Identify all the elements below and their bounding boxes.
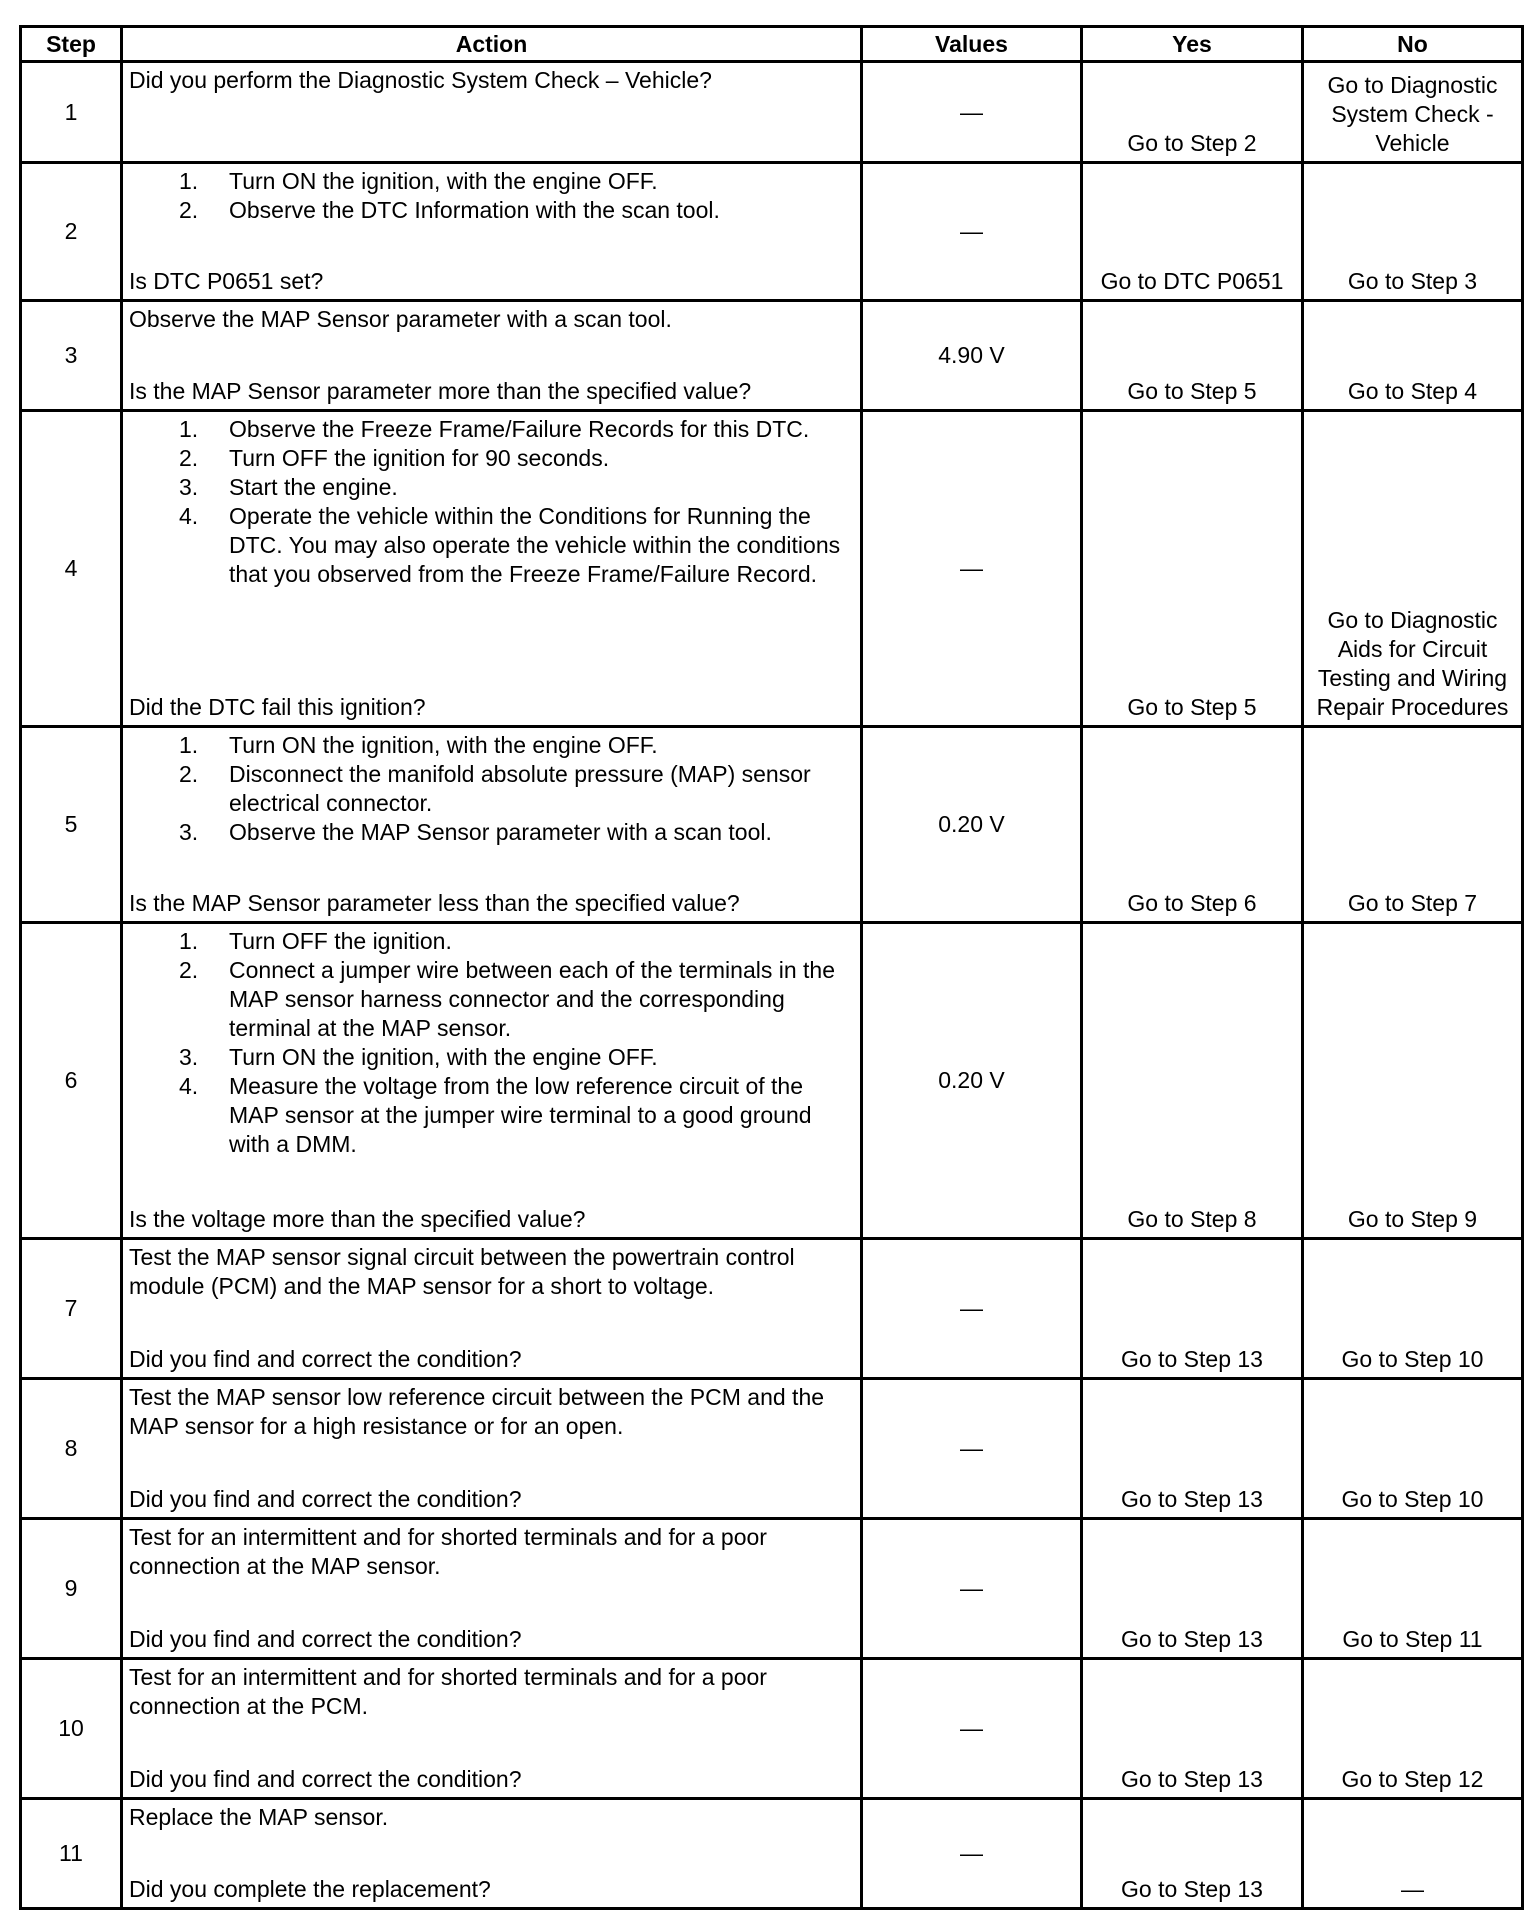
yes-cell: Go to Step 13 xyxy=(1082,1379,1303,1519)
instruction-number: 4. xyxy=(179,503,199,529)
instruction-number: 1. xyxy=(179,168,199,194)
action-cell xyxy=(122,1519,862,1659)
diagnostic-table xyxy=(19,25,1524,1910)
instruction-text: Measure the voltage from the low reference circuit of the MAP sensor at the jumper wire terminal to a good ground with a DMM. xyxy=(229,1073,812,1157)
instruction-number: 2. xyxy=(179,445,199,471)
instruction-text: Disconnect the manifold absolute pressure (MAP) sensor electrical connector. xyxy=(229,761,811,816)
action-question: Did you find and correct the condition? xyxy=(129,1486,522,1512)
action-text: Test for an intermittent and for shorted terminals and for a poor connection at the PCM. xyxy=(129,1664,767,1719)
value-cell: — xyxy=(862,163,1082,301)
action-text: Test the MAP sensor signal circuit between the powertrain control module (PCM) and the MAP sensor for a short to voltage. xyxy=(129,1244,795,1299)
yes-cell: Go to Step 2 xyxy=(1082,62,1303,163)
action-content xyxy=(129,1663,854,1794)
step-number: 11 xyxy=(21,1799,122,1909)
yes-cell: Go to Step 13 xyxy=(1082,1799,1303,1909)
header-row xyxy=(21,27,1523,62)
instruction-number: 2. xyxy=(179,197,199,223)
instruction-number: 2. xyxy=(179,957,199,983)
action-cell xyxy=(122,727,862,923)
instruction-item xyxy=(179,473,854,502)
value-cell: — xyxy=(862,1379,1082,1519)
table-row xyxy=(21,163,1523,301)
yes-cell: Go to Step 5 xyxy=(1082,411,1303,727)
action-question: Did you find and correct the condition? xyxy=(129,1766,522,1792)
action-instructions xyxy=(129,66,854,95)
no-cell: Go to Step 9 xyxy=(1303,923,1523,1239)
table-row xyxy=(21,923,1523,1239)
no-cell: Go to Diagnostic Aids for Circuit Testing and Wiring Repair Procedures xyxy=(1303,411,1523,727)
action-question: Is the MAP Sensor parameter less than the specified value? xyxy=(129,890,740,916)
action-cell xyxy=(122,1239,862,1379)
no-cell: Go to Diagnostic System Check - Vehicle xyxy=(1303,62,1523,163)
instruction-item xyxy=(179,196,854,225)
step-number: 2 xyxy=(21,163,122,301)
action-cell xyxy=(122,163,862,301)
value-cell: — xyxy=(862,1519,1082,1659)
action-content xyxy=(129,1523,854,1654)
instruction-item xyxy=(179,731,854,760)
action-content xyxy=(129,167,854,296)
no-cell: Go to Step 3 xyxy=(1303,163,1523,301)
action-content xyxy=(129,731,854,918)
instruction-item xyxy=(179,167,854,196)
step-number: 3 xyxy=(21,301,122,411)
instruction-list xyxy=(129,167,854,225)
instruction-number: 3. xyxy=(179,1044,199,1070)
action-question: Is the voltage more than the specified value? xyxy=(129,1206,586,1232)
action-instructions xyxy=(129,1523,854,1581)
yes-cell: Go to Step 13 xyxy=(1082,1239,1303,1379)
instruction-list xyxy=(129,415,854,589)
value-cell: — xyxy=(862,62,1082,163)
instruction-text: Turn ON the ignition, with the engine OFF. xyxy=(229,168,658,194)
instruction-number: 4. xyxy=(179,1073,199,1099)
header-values: Values xyxy=(862,27,1082,62)
value-cell: — xyxy=(862,1239,1082,1379)
table-row xyxy=(21,1379,1523,1519)
action-text: Observe the MAP Sensor parameter with a scan tool. xyxy=(129,306,672,332)
action-question: Did the DTC fail this ignition? xyxy=(129,694,426,720)
value-cell: — xyxy=(862,1799,1082,1909)
instruction-number: 1. xyxy=(179,416,199,442)
action-cell xyxy=(122,62,862,163)
no-cell: Go to Step 4 xyxy=(1303,301,1523,411)
step-number: 4 xyxy=(21,411,122,727)
instruction-item xyxy=(179,502,854,589)
table-row xyxy=(21,301,1523,411)
table-row xyxy=(21,62,1523,163)
action-instructions xyxy=(129,1243,854,1301)
instruction-number: 3. xyxy=(179,819,199,845)
action-text: Test the MAP sensor low reference circuit between the PCM and the MAP sensor for a high resistance or for an open. xyxy=(129,1384,825,1439)
no-cell: Go to Step 7 xyxy=(1303,727,1523,923)
action-content xyxy=(129,305,854,406)
action-text: Did you perform the Diagnostic System Check – Vehicle? xyxy=(129,67,712,93)
step-number: 8 xyxy=(21,1379,122,1519)
action-content xyxy=(129,415,854,722)
yes-cell: Go to Step 13 xyxy=(1082,1519,1303,1659)
action-instructions xyxy=(129,731,854,847)
instruction-list xyxy=(129,731,854,847)
instruction-text: Observe the Freeze Frame/Failure Records for this DTC. xyxy=(229,416,810,442)
instruction-number: 1. xyxy=(179,732,199,758)
instruction-item xyxy=(179,1072,854,1159)
header-yes: Yes xyxy=(1082,27,1303,62)
table-row xyxy=(21,411,1523,727)
action-question: Did you find and correct the condition? xyxy=(129,1346,522,1372)
table-row xyxy=(21,1659,1523,1799)
yes-cell: Go to DTC P0651 xyxy=(1082,163,1303,301)
action-instructions xyxy=(129,1663,854,1721)
action-text: Test for an intermittent and for shorted terminals and for a poor connection at the MAP sensor. xyxy=(129,1524,767,1579)
action-cell xyxy=(122,1379,862,1519)
no-cell: Go to Step 10 xyxy=(1303,1379,1523,1519)
instruction-text: Observe the MAP Sensor parameter with a scan tool. xyxy=(229,819,772,845)
step-number: 7 xyxy=(21,1239,122,1379)
step-number: 1 xyxy=(21,62,122,163)
action-instructions xyxy=(129,167,854,225)
table-row xyxy=(21,1239,1523,1379)
header-no: No xyxy=(1303,27,1523,62)
instruction-text: Turn OFF the ignition for 90 seconds. xyxy=(229,445,610,471)
value-cell: 0.20 V xyxy=(862,923,1082,1239)
instruction-item xyxy=(179,444,854,473)
instruction-number: 2. xyxy=(179,761,199,787)
header-step: Step xyxy=(21,27,122,62)
action-content xyxy=(129,1383,854,1514)
value-cell: — xyxy=(862,1659,1082,1799)
instruction-item xyxy=(179,415,854,444)
header-action: Action xyxy=(122,27,862,62)
action-cell xyxy=(122,411,862,727)
action-question: Is the MAP Sensor parameter more than the specified value? xyxy=(129,378,752,404)
instruction-number: 1. xyxy=(179,928,199,954)
instruction-text: Turn OFF the ignition. xyxy=(229,928,452,954)
instruction-text: Turn ON the ignition, with the engine OFF. xyxy=(229,732,658,758)
action-instructions xyxy=(129,1383,854,1441)
instruction-item xyxy=(179,760,854,818)
yes-cell: Go to Step 6 xyxy=(1082,727,1303,923)
no-cell: — xyxy=(1303,1799,1523,1909)
instruction-item xyxy=(179,818,854,847)
instruction-text: Start the engine. xyxy=(229,474,398,500)
table-row xyxy=(21,1519,1523,1659)
instruction-list xyxy=(129,927,854,1159)
table-row xyxy=(21,1799,1523,1909)
instruction-item xyxy=(179,956,854,1043)
action-question: Is DTC P0651 set? xyxy=(129,268,324,294)
table-body xyxy=(21,62,1523,1909)
value-cell: 4.90 V xyxy=(862,301,1082,411)
no-cell: Go to Step 12 xyxy=(1303,1659,1523,1799)
step-number: 5 xyxy=(21,727,122,923)
action-cell xyxy=(122,1799,862,1909)
instruction-text: Operate the vehicle within the Conditions for Running the DTC. You may also operate the vehicle within the conditions that you observed from the Freeze Frame/Failure Record. xyxy=(229,503,841,587)
instruction-text: Turn ON the ignition, with the engine OFF. xyxy=(229,1044,658,1070)
action-content xyxy=(129,927,854,1234)
table-row xyxy=(21,727,1523,923)
step-number: 10 xyxy=(21,1659,122,1799)
action-content xyxy=(129,1803,854,1904)
yes-cell: Go to Step 8 xyxy=(1082,923,1303,1239)
step-number: 9 xyxy=(21,1519,122,1659)
action-cell xyxy=(122,923,862,1239)
instruction-text: Observe the DTC Information with the scan tool. xyxy=(229,197,720,223)
action-content xyxy=(129,66,854,158)
action-instructions xyxy=(129,305,854,334)
action-question: Did you complete the replacement? xyxy=(129,1876,491,1902)
no-cell: Go to Step 10 xyxy=(1303,1239,1523,1379)
instruction-text: Connect a jumper wire between each of the terminals in the MAP sensor harness connector and the corresponding terminal at the MAP sensor. xyxy=(229,957,835,1041)
instruction-item xyxy=(179,1043,854,1072)
instruction-item xyxy=(179,927,854,956)
step-number: 6 xyxy=(21,923,122,1239)
action-instructions xyxy=(129,415,854,589)
instruction-number: 3. xyxy=(179,474,199,500)
action-instructions xyxy=(129,927,854,1159)
action-instructions xyxy=(129,1803,854,1832)
value-cell: 0.20 V xyxy=(862,727,1082,923)
no-cell: Go to Step 11 xyxy=(1303,1519,1523,1659)
action-question: Did you find and correct the condition? xyxy=(129,1626,522,1652)
action-content xyxy=(129,1243,854,1374)
yes-cell: Go to Step 5 xyxy=(1082,301,1303,411)
action-cell xyxy=(122,1659,862,1799)
action-text: Replace the MAP sensor. xyxy=(129,1804,389,1830)
action-cell xyxy=(122,301,862,411)
yes-cell: Go to Step 13 xyxy=(1082,1659,1303,1799)
value-cell: — xyxy=(862,411,1082,727)
